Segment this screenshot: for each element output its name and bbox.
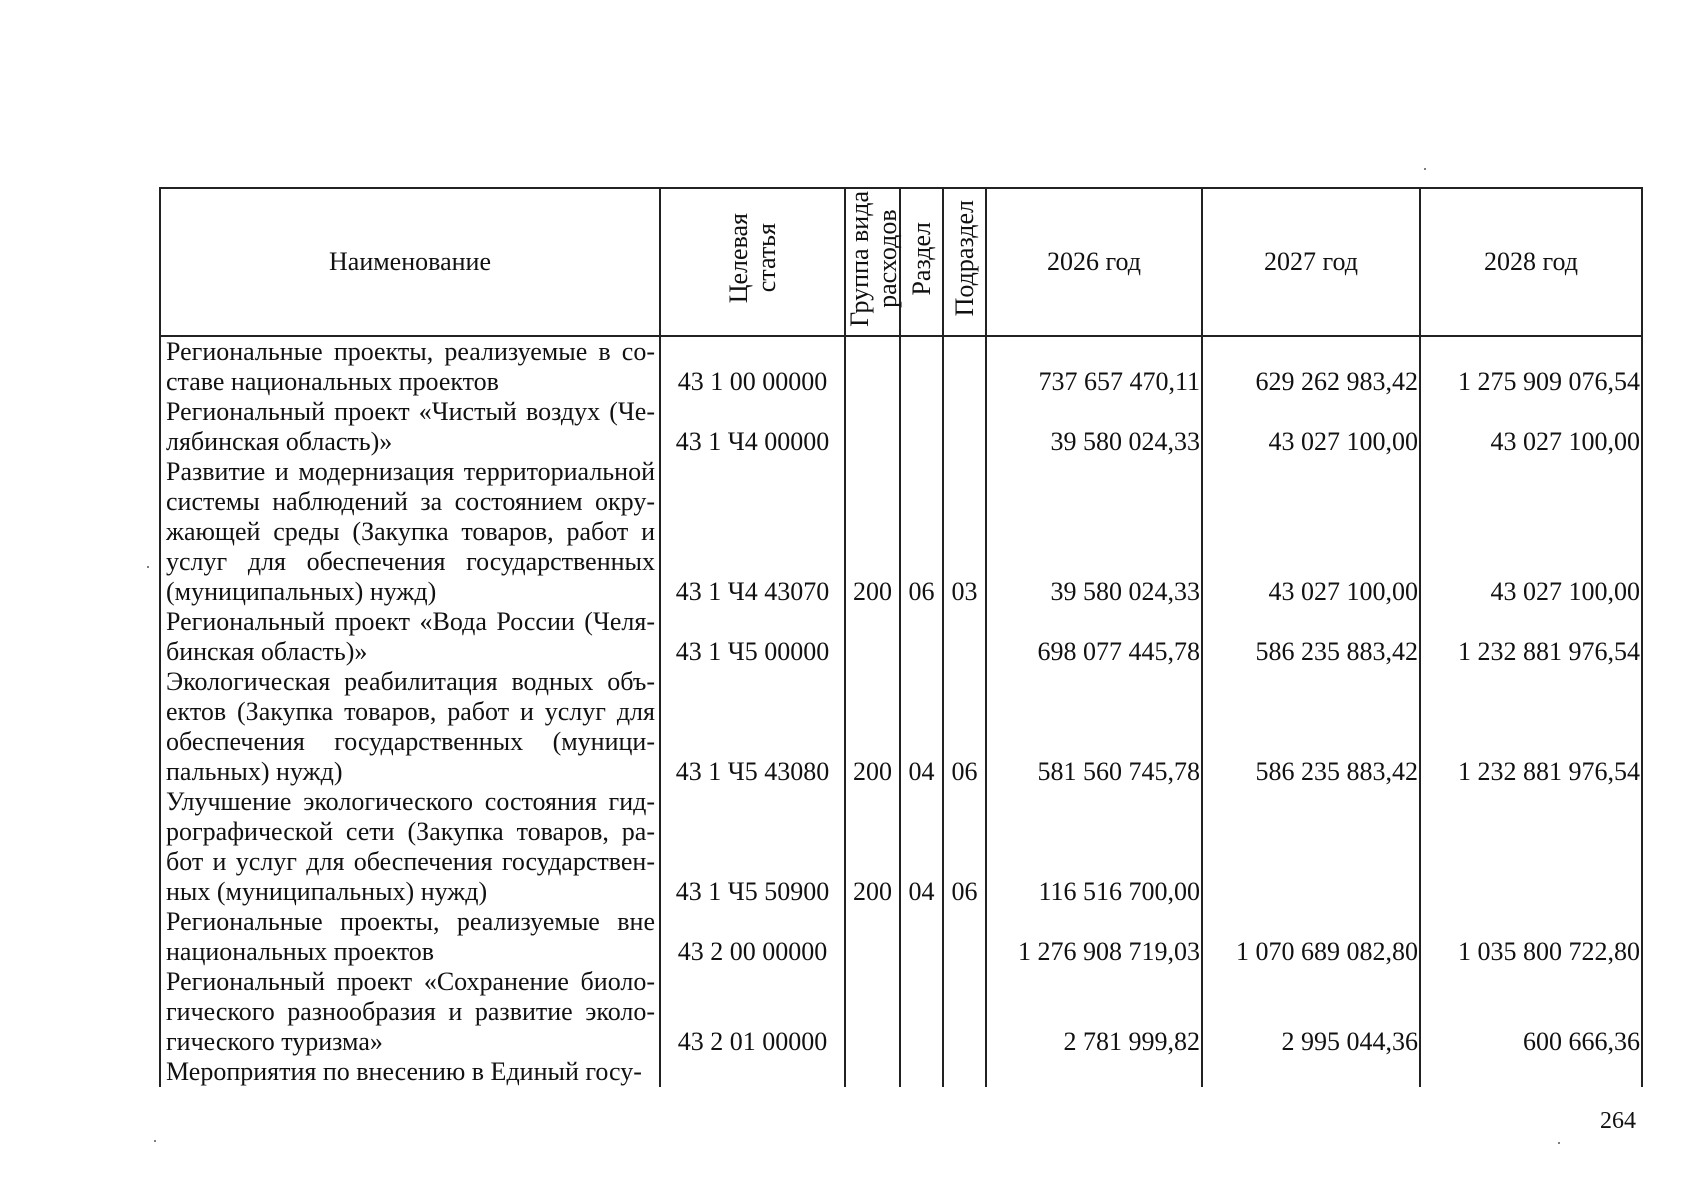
row-amount-2028 — [1420, 787, 1642, 907]
row-amount-2028: 43 027 100,00 — [1420, 457, 1642, 607]
row-amount-2027: 629 262 983,42 — [1202, 336, 1420, 397]
header-subsection-label: Подраздел — [949, 200, 979, 317]
row-name-line: (муниципальных) нужд) — [166, 577, 437, 606]
row-subsection — [943, 907, 986, 967]
row-name-line: Региональный проект «Вода России (Челя- — [166, 607, 655, 636]
scan-speck — [1424, 168, 1426, 170]
row-expense-group — [845, 397, 900, 457]
row-amount-2027: 1 070 689 082,80 — [1202, 907, 1420, 967]
row-amount-2027: 43 027 100,00 — [1202, 457, 1420, 607]
row-amount-2028: 1 275 909 076,54 — [1420, 336, 1642, 397]
row-amount-2026: 737 657 470,11 — [986, 336, 1202, 397]
row-name — [160, 787, 660, 907]
row-amount-2027: 586 235 883,42 — [1202, 607, 1420, 667]
scan-speck — [1558, 1142, 1560, 1144]
row-name-line: гического разнообразия и развитие эколо- — [166, 997, 655, 1026]
row-amount-2027: 586 235 883,42 — [1202, 667, 1420, 787]
row-section — [900, 1057, 943, 1087]
row-subsection — [943, 1057, 986, 1087]
row-amount-2026: 1 276 908 719,03 — [986, 907, 1202, 967]
row-amount-2028 — [1420, 1057, 1642, 1087]
row-name — [160, 397, 660, 457]
row-section: 06 — [900, 457, 943, 607]
header-year-2027: 2027 год — [1202, 188, 1420, 336]
row-name-line: бинская область)» — [166, 637, 368, 666]
header-code — [660, 188, 845, 336]
row-name — [160, 667, 660, 787]
row-section — [900, 397, 943, 457]
row-target-code: 43 1 Ч5 43080 — [660, 667, 845, 787]
table-row — [160, 907, 1642, 967]
row-name-line: системы наблюдений за состоянием окру- — [166, 487, 655, 516]
row-amount-2026: 2 781 999,82 — [986, 967, 1202, 1057]
header-group-line1: Группа вида — [845, 190, 874, 327]
row-amount-2026: 39 580 024,33 — [986, 397, 1202, 457]
row-section — [900, 607, 943, 667]
header-group — [845, 188, 900, 336]
row-expense-group — [845, 967, 900, 1057]
row-target-code: 43 2 01 00000 — [660, 967, 845, 1057]
row-name — [160, 336, 660, 397]
row-amount-2026: 581 560 745,78 — [986, 667, 1202, 787]
row-section — [900, 967, 943, 1057]
row-expense-group — [845, 607, 900, 667]
row-subsection — [943, 967, 986, 1057]
row-name — [160, 457, 660, 607]
scan-speck — [154, 1140, 156, 1142]
table-row — [160, 787, 1642, 907]
row-subsection — [943, 607, 986, 667]
header-year-2028: 2028 год — [1420, 188, 1642, 336]
row-section — [900, 336, 943, 397]
row-amount-2027: 2 995 044,36 — [1202, 967, 1420, 1057]
row-subsection: 06 — [943, 667, 986, 787]
table-row — [160, 397, 1642, 457]
row-name — [160, 1057, 660, 1087]
header-year-2026: 2026 год — [986, 188, 1202, 336]
row-amount-2026: 116 516 700,00 — [986, 787, 1202, 907]
row-target-code: 43 1 Ч5 50900 — [660, 787, 845, 907]
row-target-code: 43 1 Ч4 43070 — [660, 457, 845, 607]
row-name-line: рографической сети (Закупка товаров, ра- — [166, 817, 655, 846]
header-code-line2: статья — [751, 223, 781, 294]
header-group-line2: расходов — [873, 209, 902, 308]
budget-table — [159, 187, 1643, 1087]
row-name-line: ных (муниципальных) нужд) — [166, 877, 488, 906]
page-number: 264 — [1600, 1108, 1636, 1134]
row-name-line: услуг для обеспечения государственных — [166, 547, 655, 576]
row-name-line: обеспечения государственных (муници- — [166, 727, 655, 756]
table-header-row — [160, 188, 1642, 336]
row-section: 04 — [900, 667, 943, 787]
header-subsection — [943, 188, 986, 336]
row-section — [900, 907, 943, 967]
row-amount-2027 — [1202, 1057, 1420, 1087]
row-name-line: ектов (Закупка товаров, работ и услуг для — [166, 697, 655, 726]
row-name-line: Региональные проекты, реализуемые в со- — [166, 337, 655, 366]
row-name — [160, 967, 660, 1057]
table-row — [160, 667, 1642, 787]
table-row — [160, 336, 1642, 397]
row-name — [160, 607, 660, 667]
row-amount-2027: 43 027 100,00 — [1202, 397, 1420, 457]
row-amount-2028: 600 666,36 — [1420, 967, 1642, 1057]
row-section: 04 — [900, 787, 943, 907]
header-code-line1: Целевая — [723, 213, 753, 304]
row-amount-2028: 1 232 881 976,54 — [1420, 607, 1642, 667]
table-body — [160, 336, 1642, 1087]
row-expense-group — [845, 907, 900, 967]
row-name-line: жающей среды (Закупка товаров, работ и — [166, 517, 655, 546]
row-target-code: 43 1 Ч4 00000 — [660, 397, 845, 457]
row-amount-2028: 1 035 800 722,80 — [1420, 907, 1642, 967]
row-amount-2026: 698 077 445,78 — [986, 607, 1202, 667]
row-subsection — [943, 336, 986, 397]
row-expense-group: 200 — [845, 667, 900, 787]
header-name: Наименование — [160, 188, 660, 336]
row-name-line: Улучшение экологического состояния гид- — [166, 787, 655, 816]
row-name-line: Мероприятия по внесению в Единый госу- — [166, 1057, 642, 1086]
header-section-label: Раздел — [906, 221, 936, 296]
row-amount-2027 — [1202, 787, 1420, 907]
row-subsection: 03 — [943, 457, 986, 607]
row-target-code: 43 1 00 00000 — [660, 336, 845, 397]
row-expense-group: 200 — [845, 787, 900, 907]
row-subsection — [943, 397, 986, 457]
header-section — [900, 188, 943, 336]
row-target-code: 43 1 Ч5 00000 — [660, 607, 845, 667]
row-amount-2028: 43 027 100,00 — [1420, 397, 1642, 457]
row-name-line: лябинская область)» — [166, 427, 393, 456]
row-name-line: Региональный проект «Сохранение биоло- — [166, 967, 655, 996]
row-name-line: пальных) нужд) — [166, 757, 343, 786]
row-amount-2026 — [986, 1057, 1202, 1087]
row-name-line: гического туризма» — [166, 1027, 383, 1056]
row-name-line: Развитие и модернизация территориальной — [166, 457, 655, 486]
row-name-line: бот и услуг для обеспечения государствен- — [166, 847, 655, 876]
row-subsection: 06 — [943, 787, 986, 907]
row-name-line: национальных проектов — [166, 937, 435, 966]
table-row — [160, 607, 1642, 667]
table-row — [160, 1057, 1642, 1087]
row-name-line: Региональные проекты, реализуемые вне — [166, 907, 655, 936]
row-expense-group: 200 — [845, 457, 900, 607]
row-name-line: Региональный проект «Чистый воздух (Че- — [166, 397, 655, 426]
row-target-code: 43 2 00 00000 — [660, 907, 845, 967]
row-name-line: Экологическая реабилитация водных объ- — [166, 667, 655, 696]
table-row — [160, 967, 1642, 1057]
row-expense-group — [845, 336, 900, 397]
table-row — [160, 457, 1642, 607]
row-amount-2028: 1 232 881 976,54 — [1420, 667, 1642, 787]
scan-speck — [147, 566, 149, 568]
row-amount-2026: 39 580 024,33 — [986, 457, 1202, 607]
row-expense-group — [845, 1057, 900, 1087]
row-target-code — [660, 1057, 845, 1087]
row-name-line: ставе национальных проектов — [166, 367, 499, 396]
row-name — [160, 907, 660, 967]
